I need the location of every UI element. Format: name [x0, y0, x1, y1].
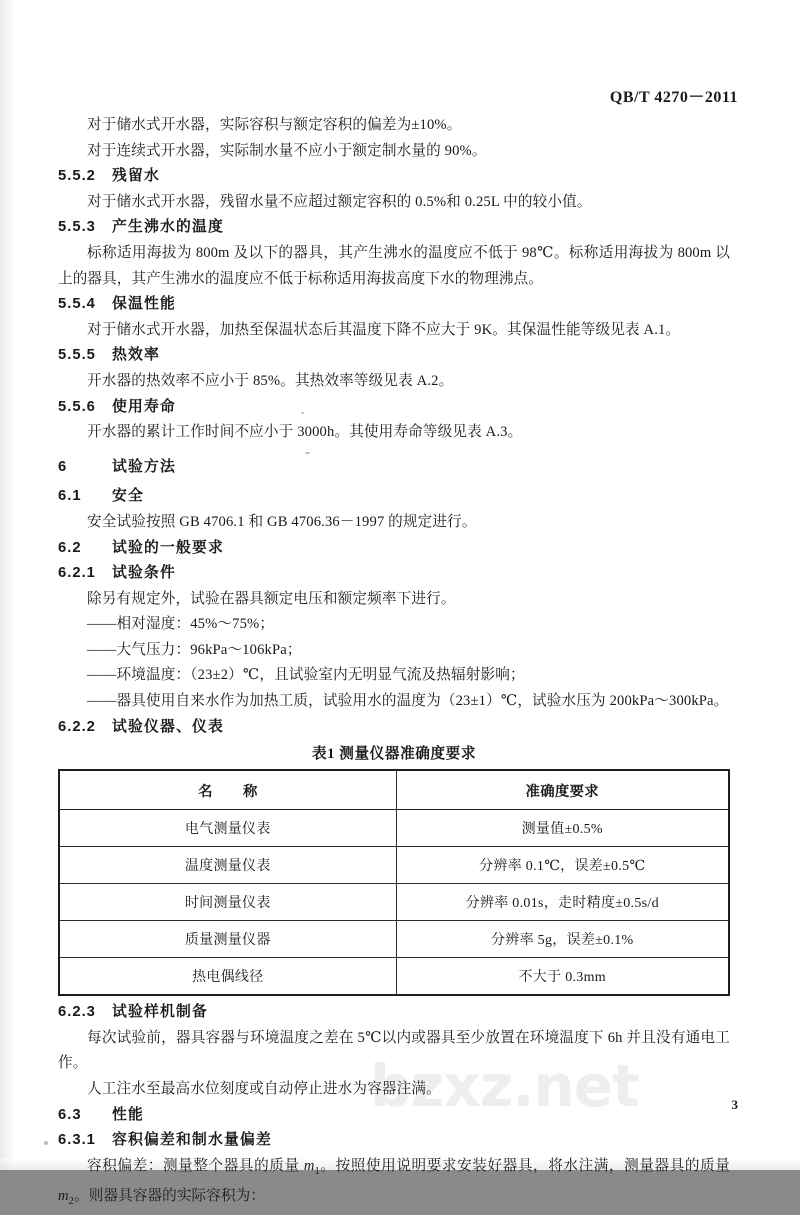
heading-6-3-text: 性能 [112, 1106, 144, 1123]
heading-6 [58, 455, 730, 481]
bullet-item-water-supply: ——器具使用自来水作为加热工质，试验用水的温度为（23±1）℃，试验水压为 200kPa～300kPa。 [87, 693, 729, 710]
document-body [58, 113, 730, 1215]
symbol-m2-subscript: 2 [68, 1196, 74, 1208]
paragraph-6-3-1-part2: 。按照使用说明要求安装好器具，将水注满，测量器具的质量 [319, 1157, 730, 1174]
heading-6-2-2-text: 试验仪器、仪表 [112, 718, 224, 735]
table1-cell-accuracy: 分辨率 0.1℃，误差±0.5℃ [396, 847, 729, 884]
heading-6-1-number: 6.1 [58, 488, 82, 505]
heading-5-5-6 [58, 395, 730, 421]
table-row [59, 958, 729, 996]
paragraph-6-2-3-b: 人工注水至最高水位刻度或自动停止进水为容器注满。 [87, 1081, 441, 1098]
table1-header-accuracy: 准确度要求 [396, 770, 729, 810]
heading-5-5-6-text: 使用寿命 [112, 398, 176, 415]
heading-6-2-1-text: 试验条件 [112, 565, 176, 582]
paragraph-5-5-4: 对于储水式开水器，加热至保温状态后其温度下降不应大于 9K。其保温性能等级见表 A.1。 [87, 321, 681, 338]
symbol-m1-subscript: 1 [314, 1165, 320, 1177]
table1-caption: 表1 测量仪器准确度要求 [311, 746, 477, 763]
heading-6-2-3-text: 试验样机制备 [112, 1004, 208, 1021]
heading-5-5-4 [58, 292, 730, 318]
heading-6-3-1 [58, 1128, 730, 1154]
paragraph-6-3-1 [58, 1154, 730, 1215]
table1-cell-accuracy: 不大于 0.3mm [396, 958, 729, 996]
table1-cell-accuracy: 分辨率 0.01s，走时精度±0.5s/d [396, 884, 729, 921]
table1-cell-name: 质量测量仪器 [59, 921, 396, 958]
table1-header-name: 名 称 [59, 770, 396, 810]
paragraph-5-5-6: 开水器的累计工作时间不应小于 3000h。其使用寿命等级见表 A.3。 [87, 424, 523, 441]
heading-6-3-1-number: 6.3.1 [58, 1132, 96, 1149]
heading-6-2-2 [58, 715, 730, 741]
table1-measurement-accuracy [58, 769, 730, 996]
table-row [59, 847, 729, 884]
table-row [59, 921, 729, 958]
paragraph-6-3-1-part3: 。则器具容器的实际容积为： [74, 1188, 266, 1205]
heading-6-2-3 [58, 1000, 730, 1026]
heading-6-2-number: 6.2 [58, 539, 82, 556]
heading-5-5-2-number: 5.5.2 [58, 168, 96, 185]
heading-6-1 [58, 484, 730, 510]
table1-cell-accuracy: 测量值±0.5% [396, 810, 729, 847]
heading-6-2-3-number: 6.2.3 [58, 1004, 96, 1021]
paragraph-5-5-2: 对于储水式开水器，残留水量不应超过额定容积的 0.5%和 0.25L 中的较小值。 [87, 193, 592, 210]
symbol-m2: m [58, 1188, 69, 1205]
table1-cell-name: 温度测量仪表 [59, 847, 396, 884]
symbol-m1: m [303, 1157, 315, 1174]
paragraph-5-5-3: 标称适用海拔为 800m 及以下的器具，其产生沸水的温度应不低于 98℃。标称适用海拔为 800m 以上的器具，其产生沸水的温度应不低于标称适用海拔高度下水的物理沸点。 [58, 244, 730, 287]
bullet-item-humidity: ——相对湿度：45%～75%； [87, 616, 275, 633]
heading-5-5-3-number: 5.5.3 [58, 219, 96, 236]
heading-6-1-text: 安全 [112, 488, 144, 505]
heading-6-number: 6 [58, 458, 68, 475]
table1-cell-accuracy: 分辨率 5g，误差±0.1% [396, 921, 729, 958]
paragraph-5-5-1-b: 对于连续式开水器，实际制水量不应小于额定制水量的 90%。 [87, 142, 487, 159]
table-row [59, 810, 729, 847]
heading-5-5-2-text: 残留水 [112, 168, 160, 185]
paragraph-6-2-3-a: 每次试验前，器具容器与环境温度之差在 5℃以内或器具至少放置在环境温度下 6h 并且没有通电工作。 [58, 1029, 730, 1072]
heading-5-5-4-text: 保温性能 [112, 296, 176, 313]
heading-5-5-5-number: 5.5.5 [58, 347, 96, 364]
page-number: 3 [731, 1097, 738, 1112]
heading-6-2-1 [58, 561, 730, 587]
table1-header-row [59, 770, 729, 810]
table1-cell-name: 时间测量仪表 [59, 884, 396, 921]
heading-5-5-4-number: 5.5.4 [58, 296, 96, 313]
heading-6-2-text: 试验的一般要求 [112, 539, 224, 556]
paragraph-6-2-1: 除另有规定外，试验在器具额定电压和额定频率下进行。 [87, 590, 456, 607]
paragraph-6-1: 安全试验按照 GB 4706.1 和 GB 4706.36－1997 的规定进行。 [87, 513, 477, 530]
table1-cell-name: 热电偶线径 [59, 958, 396, 996]
heading-5-5-6-number: 5.5.6 [58, 398, 96, 415]
paragraph-6-3-1-part1: 容积偏差：测量整个器具的质量 [87, 1157, 304, 1174]
heading-6-text: 试验方法 [112, 458, 176, 475]
site-watermark: bzxz.net [370, 1052, 639, 1120]
paragraph-5-5-1-a: 对于储水式开水器，实际容积与额定容积的偏差为±10%。 [87, 117, 462, 133]
heading-6-2-1-number: 6.2.1 [58, 565, 96, 582]
heading-5-5-3-text: 产生沸水的温度 [112, 219, 224, 236]
standard-code-header: QB/T 4270－2011 [609, 89, 738, 106]
heading-6-2 [58, 536, 730, 562]
heading-6-3-number: 6.3 [58, 1106, 82, 1123]
heading-6-3-1-text: 容积偏差和制水量偏差 [112, 1132, 272, 1149]
paragraph-5-5-5: 开水器的热效率不应小于 85%。其热效率等级见表 A.2。 [87, 372, 454, 389]
heading-6-2-2-number: 6.2.2 [58, 718, 96, 735]
heading-6-3 [58, 1103, 730, 1129]
bullet-item-ambient-temperature: ——环境温度：（23±2）℃，且试验室内无明显气流及热辐射影响； [87, 667, 525, 684]
bullet-item-pressure: ——大气压力：96kPa～106kPa； [87, 641, 302, 658]
heading-5-5-3 [58, 215, 730, 241]
heading-5-5-5-text: 热效率 [112, 347, 160, 364]
table1-cell-name: 电气测量仪表 [59, 810, 396, 847]
table-row [59, 884, 729, 921]
heading-5-5-5 [58, 343, 730, 369]
heading-5-5-2 [58, 164, 730, 190]
scan-edge-left [0, 0, 14, 1170]
scan-speck [44, 1141, 48, 1145]
